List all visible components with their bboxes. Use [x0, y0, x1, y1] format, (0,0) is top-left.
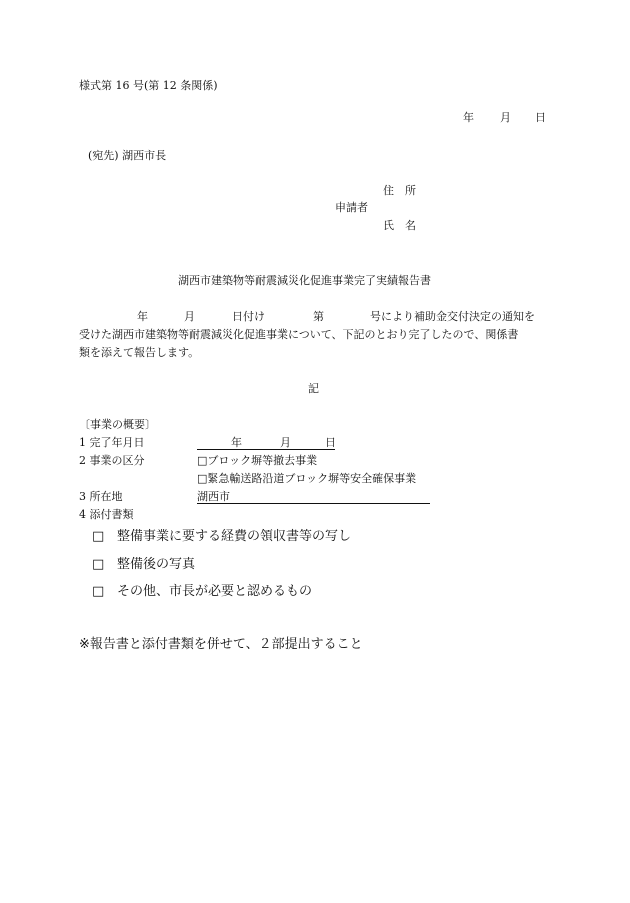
body-line3: 類を添えて報告します。 — [79, 346, 200, 359]
completion-year: 年 — [231, 436, 242, 449]
location-field — [197, 490, 430, 504]
date-day-label: 日 — [535, 111, 546, 124]
addressee: (宛先) 湖西市長 — [88, 149, 167, 162]
form-number: 様式第 16 号(第 12 条関係) — [79, 79, 218, 92]
attachment-text-1: 整備事業に要する経費の領収書等の写し — [117, 529, 352, 544]
body-line2: 受けた湖西市建築物等耐震減災化促進事業について、下記のとおり完了したので、関係書 — [79, 328, 519, 341]
attachment-text-2: 整備後の写真 — [117, 557, 196, 572]
location-value: 湖西市 — [197, 490, 230, 503]
body-year: 年 — [137, 310, 148, 323]
submission-note: ※報告書と添付書類を併せて、２部提出すること — [79, 637, 363, 652]
applicant-role-label: 申請者 — [335, 201, 368, 214]
body-dated: 日付け — [232, 310, 265, 323]
completion-date-field — [197, 436, 335, 450]
applicant-address-label: 住 所 — [383, 184, 416, 197]
completion-month: 月 — [280, 436, 291, 449]
body-month: 月 — [184, 310, 195, 323]
applicant-name-label: 氏 名 — [383, 219, 416, 232]
attachment-checkbox-2[interactable]: □ — [92, 557, 105, 572]
attachment-checkbox-1[interactable]: □ — [92, 529, 105, 544]
body-line1-rest: 号により補助金交付決定の通知を — [370, 310, 535, 323]
report-title: 湖西市建築物等耐震減災化促進事業完了実績報告書 — [178, 274, 431, 287]
body-number-prefix: 第 — [313, 310, 324, 323]
ki-heading: 記 — [308, 382, 319, 395]
date-month-label: 月 — [500, 111, 511, 124]
item-location-label: 3 所在地 — [79, 490, 123, 503]
completion-day: 日 — [325, 436, 336, 449]
date-year-label: 年 — [463, 111, 474, 124]
item-completion-label: 1 完了年月日 — [79, 436, 145, 449]
item-attachments-label: 4 添付書類 — [79, 508, 134, 521]
attachment-text-3: その他、市長が必要と認めるもの — [117, 584, 313, 599]
overview-heading: 〔事業の概要〕 — [79, 418, 156, 431]
category-option-block-removal[interactable]: □ブロック塀等撤去事業 — [197, 454, 318, 467]
item-category-label: 2 事業の区分 — [79, 454, 145, 467]
attachment-checkbox-3[interactable]: □ — [92, 584, 105, 599]
category-option-emergency-route[interactable]: □緊急輸送路沿道ブロック塀等安全確保事業 — [197, 472, 417, 485]
